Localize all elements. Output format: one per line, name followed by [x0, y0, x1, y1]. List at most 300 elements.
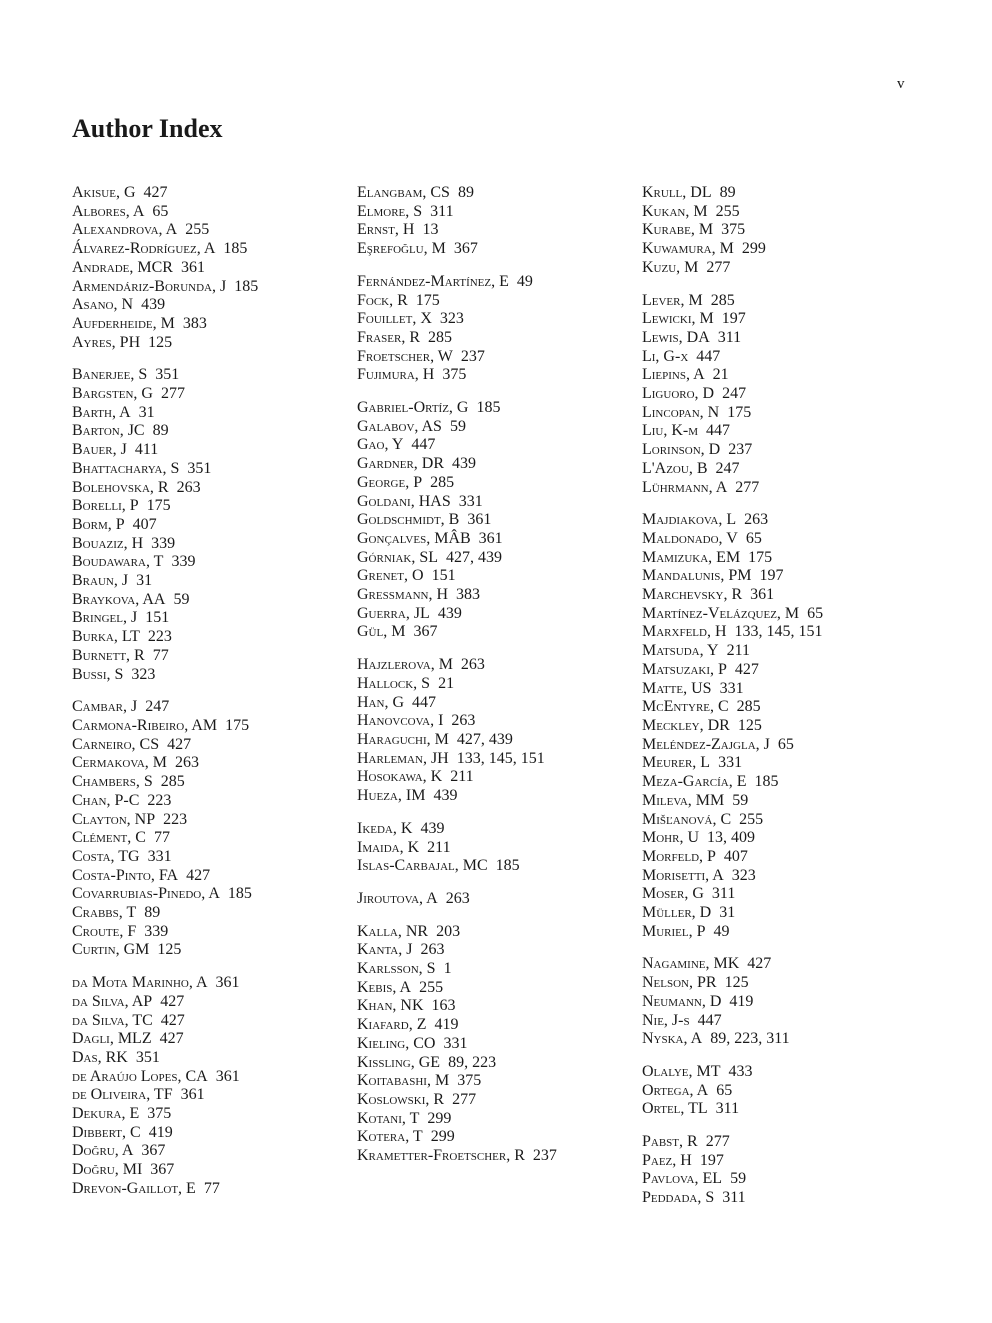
page-references: 89 — [719, 184, 736, 201]
index-entry — [642, 792, 912, 811]
author-name: Han, G — [357, 693, 404, 711]
index-entry — [357, 787, 627, 806]
page-references: 285 — [428, 328, 453, 346]
author-name: Hosokawa, K — [357, 768, 443, 786]
index-entry — [72, 366, 342, 385]
letter-group — [642, 292, 912, 498]
page-references: 223 — [147, 628, 172, 646]
author-name: Guerra, JL — [357, 604, 430, 622]
page-title: Author Index — [72, 114, 223, 143]
author-name: Ortel, TL — [642, 1100, 708, 1118]
author-name: Álvarez-Rodríguez, A — [72, 240, 216, 258]
author-name: Kurabe, M — [642, 221, 714, 239]
letter-group — [72, 366, 342, 684]
page-references: 285 — [736, 698, 761, 716]
index-entry — [72, 974, 342, 993]
author-name: Doğru, A — [72, 1142, 134, 1160]
page-references: 439 — [452, 455, 477, 473]
index-entry — [357, 1072, 627, 1091]
author-name: Chambers, S — [72, 773, 153, 791]
author-name: Banerjee, S — [72, 366, 148, 384]
author-name: Liguoro, D — [642, 385, 715, 403]
author-name: Kiafard, Z — [357, 1016, 427, 1034]
author-name: Bolehovska, R — [72, 478, 169, 496]
page-references: 351 — [155, 366, 180, 384]
index-entry — [642, 203, 912, 222]
author-name: Liepins, A — [642, 366, 705, 384]
index-entry — [72, 1049, 342, 1068]
page-references: 427 — [167, 735, 192, 753]
letter-group — [357, 923, 627, 1166]
page-references: 375 — [147, 1105, 172, 1123]
index-entry — [357, 979, 627, 998]
index-entry — [72, 221, 342, 240]
index-entry — [642, 754, 912, 773]
page-references: 323 — [131, 665, 156, 683]
author-name: Olalye, MT — [642, 1062, 721, 1080]
index-entry — [357, 418, 627, 437]
author-name: Braun, J — [72, 572, 129, 590]
author-name: George, P — [357, 473, 423, 491]
index-entry — [642, 605, 912, 624]
page-references: 439 — [433, 787, 458, 805]
author-name: Lewicki, M — [642, 310, 714, 328]
author-name: Harleman, JH — [357, 749, 449, 767]
page-references: 13, 409 — [707, 829, 756, 847]
index-entry — [72, 609, 342, 628]
index-entry — [357, 712, 627, 731]
page-references: 299 — [430, 1128, 455, 1146]
index-entry — [357, 455, 627, 474]
page-references: 367 — [150, 1161, 175, 1179]
index-entry — [72, 572, 342, 591]
index-entry — [642, 955, 912, 974]
page-references: 447 — [411, 436, 436, 454]
author-name: Mileva, MM — [642, 791, 725, 809]
index-entry — [357, 1016, 627, 1035]
page-references: 247 — [145, 698, 170, 716]
index-entry — [72, 1030, 342, 1049]
author-name: Dagli, MLZ — [72, 1030, 152, 1048]
index-entry — [72, 203, 342, 222]
index-entry — [72, 1012, 342, 1031]
index-entry — [72, 1180, 342, 1199]
author-name: Clément, C — [72, 829, 146, 847]
author-name: Costa-Pinto, FA — [72, 866, 179, 884]
index-entry — [72, 591, 342, 610]
page-references: 237 — [460, 347, 485, 365]
author-name: Imaida, K — [357, 838, 420, 856]
index-entry — [72, 829, 342, 848]
index-entry — [72, 1161, 342, 1180]
index-entry — [72, 441, 342, 460]
index-entry — [72, 867, 342, 886]
page-references: 89 — [457, 184, 474, 201]
page-references: 367 — [453, 240, 478, 258]
page-references: 311 — [711, 885, 736, 903]
index-entry — [642, 1170, 912, 1189]
page-references: 361 — [467, 511, 492, 529]
index-entry — [642, 1100, 912, 1119]
author-name: Hajzlerova, M — [357, 656, 453, 674]
author-name: Meurer, L — [642, 754, 711, 772]
letter-group — [357, 399, 627, 642]
page-references: 65 — [745, 529, 762, 547]
index-column-3 — [642, 184, 912, 1222]
author-name: Lewis, DA — [642, 328, 710, 346]
letter-group — [357, 184, 627, 259]
author-name: Górniak, SL — [357, 548, 439, 566]
page-references: 247 — [722, 385, 747, 403]
page-references: 1 — [443, 960, 452, 978]
page-references: 65 — [777, 735, 794, 753]
page-references: 21 — [712, 366, 729, 384]
index-entry — [357, 436, 627, 455]
author-name: Fernández-Martínez, E — [357, 272, 509, 290]
author-name: Grenet, O — [357, 567, 424, 585]
author-name: Froetscher, W — [357, 347, 453, 365]
index-entry — [642, 848, 912, 867]
page-references: 263 — [460, 656, 485, 674]
index-entry — [357, 750, 627, 769]
index-entry — [357, 184, 627, 203]
page-references: 361 — [750, 586, 775, 604]
author-name: Chan, P-C — [72, 791, 140, 809]
author-name: Jiroutova, A — [357, 889, 438, 907]
page-references: 375 — [442, 366, 467, 384]
index-entry — [357, 273, 627, 292]
page-references: 439 — [437, 604, 462, 622]
page-references: 175 — [727, 403, 752, 421]
page-references: 427, 439 — [456, 730, 513, 748]
page-references: 125 — [157, 941, 182, 959]
author-name: Pavlova, EL — [642, 1170, 723, 1188]
index-entry — [72, 334, 342, 353]
index-entry — [72, 184, 342, 203]
index-entry — [357, 203, 627, 222]
index-entry — [642, 441, 912, 460]
author-name: Crabbs, T — [72, 904, 137, 922]
page-references: 237 — [532, 1147, 557, 1165]
index-entry — [72, 1142, 342, 1161]
author-name: Gao, Y — [357, 436, 404, 454]
page-references: 331 — [719, 679, 744, 697]
author-name: Kanta, J — [357, 941, 413, 959]
page-references: 375 — [457, 1072, 482, 1090]
page-references: 151 — [145, 609, 170, 627]
author-name: Ayres, PH — [72, 333, 141, 351]
index-entry — [642, 993, 912, 1012]
author-name: Gül, M — [357, 623, 406, 641]
letter-group — [72, 184, 342, 352]
index-entry — [357, 623, 627, 642]
letter-group — [72, 698, 342, 960]
page-references: 439 — [420, 819, 445, 837]
page-references: 411 — [134, 441, 159, 459]
page-references: 351 — [135, 1048, 160, 1066]
index-entry — [642, 292, 912, 311]
index-entry — [72, 1124, 342, 1143]
index-entry — [357, 366, 627, 385]
index-column-2 — [357, 184, 627, 1180]
page-references: 439 — [141, 296, 166, 314]
page-references: 361 — [478, 529, 503, 547]
author-name: Croute, F — [72, 922, 137, 940]
author-name: Kukan, M — [642, 202, 708, 220]
author-name: Eşrefoğlu, M — [357, 240, 446, 258]
page-references: 163 — [431, 997, 456, 1015]
author-name: Ikeda, K — [357, 819, 413, 837]
author-name: Lorinson, D — [642, 441, 721, 459]
author-name: Barton, JC — [72, 422, 145, 440]
author-name: Fouillet, X — [357, 310, 432, 328]
author-name: Burnett, R — [72, 646, 145, 664]
author-name: Bussi, S — [72, 665, 124, 683]
index-entry — [72, 773, 342, 792]
author-name: Barth, A — [72, 403, 131, 421]
author-name: Aufderheide, M — [72, 314, 175, 332]
index-entry — [72, 553, 342, 572]
index-entry — [357, 221, 627, 240]
page-references: 263 — [445, 889, 470, 907]
page-references: 311 — [430, 202, 454, 220]
index-entry — [72, 717, 342, 736]
index-entry — [357, 675, 627, 694]
author-name: Lincopan, N — [642, 403, 720, 421]
index-entry — [72, 885, 342, 904]
index-entry — [642, 974, 912, 993]
letter-group — [357, 656, 627, 806]
page-references: 361 — [180, 1086, 205, 1104]
page-references: 31 — [719, 904, 736, 922]
page-references: 175 — [146, 497, 171, 515]
page-references: 407 — [132, 515, 157, 533]
page-references: 237 — [728, 441, 753, 459]
author-name: Alexandrova, A — [72, 221, 178, 239]
index-entry — [642, 923, 912, 942]
index-entry — [642, 698, 912, 717]
page-references: 311 — [715, 1100, 740, 1118]
author-name: Cambar, J — [72, 698, 138, 716]
letter-group — [357, 890, 627, 909]
author-name: Mohr, U — [642, 829, 700, 847]
index-entry — [642, 567, 912, 586]
page-references: 339 — [171, 553, 196, 571]
author-name: Asano, N — [72, 296, 134, 314]
page-references: 331 — [443, 1034, 468, 1052]
page-references: 185 — [495, 857, 520, 875]
page-references: 77 — [152, 646, 169, 664]
author-name: Das, RK — [72, 1048, 128, 1066]
page-references: 277 — [452, 1090, 477, 1108]
page-references: 77 — [203, 1179, 220, 1197]
page-references: 361 — [215, 1067, 240, 1085]
page-references: 125 — [724, 974, 749, 992]
author-name: Gonçalves, MÂB — [357, 529, 471, 547]
letter-group — [357, 820, 627, 876]
index-entry — [72, 647, 342, 666]
index-entry — [72, 240, 342, 259]
page-references: 285 — [160, 773, 185, 791]
page-references: 361 — [215, 974, 240, 992]
page-references: 255 — [715, 202, 740, 220]
page-references: 419 — [434, 1016, 459, 1034]
author-name: Kotani, T — [357, 1109, 420, 1127]
author-name: Borm, P — [72, 515, 125, 533]
author-name: Krull, DL — [642, 184, 712, 201]
author-name: Bringel, J — [72, 609, 138, 627]
page-references: 59 — [449, 417, 466, 435]
page-references: 255 — [739, 810, 764, 828]
page-references: 263 — [176, 478, 201, 496]
page-references: 133, 145, 151 — [734, 623, 823, 641]
page-references: 331 — [147, 847, 172, 865]
index-entry — [357, 731, 627, 750]
author-name: Mišľanová, C — [642, 810, 732, 828]
index-entry — [642, 904, 912, 923]
index-entry — [357, 348, 627, 367]
author-name: Pabst, R — [642, 1133, 698, 1151]
index-entry — [357, 493, 627, 512]
page-references: 331 — [718, 754, 743, 772]
index-entry — [357, 694, 627, 713]
author-name: Matsuda, Y — [642, 642, 719, 660]
letter-group — [642, 184, 912, 278]
index-entry — [642, 184, 912, 203]
author-name: Armendáriz-Borunda, J — [72, 277, 227, 295]
index-entry — [357, 1091, 627, 1110]
index-entry — [642, 221, 912, 240]
author-name: de Araújo Lopes, CA — [72, 1067, 208, 1085]
page-references: 185 — [754, 773, 779, 791]
author-name: Marxfeld, H — [642, 623, 727, 641]
author-name: Krametter-Froetscher, R — [357, 1147, 525, 1165]
index-entry — [642, 736, 912, 755]
index-entry — [357, 890, 627, 909]
index-entry — [642, 1082, 912, 1101]
page-references: 185 — [223, 240, 248, 258]
author-name: Andrade, MCR — [72, 258, 173, 276]
author-name: Liu, K-m — [642, 422, 699, 440]
page-references: 263 — [175, 754, 200, 772]
index-entry — [357, 1054, 627, 1073]
page-references: 263 — [451, 712, 476, 730]
page-references: 175 — [415, 291, 440, 309]
index-entry — [357, 857, 627, 876]
author-name: Carmona-Ribeiro, AM — [72, 716, 218, 734]
page-references: 197 — [759, 567, 784, 585]
index-entry — [72, 516, 342, 535]
page-references: 175 — [225, 716, 250, 734]
index-entry — [72, 754, 342, 773]
author-name: Karlsson, S — [357, 960, 436, 978]
page-references: 427 — [734, 660, 759, 678]
page-references: 367 — [413, 623, 438, 641]
index-entry — [72, 497, 342, 516]
author-name: Fujimura, H — [357, 366, 435, 384]
index-entry — [642, 530, 912, 549]
author-name: Marchevsky, R — [642, 586, 743, 604]
author-name: de Oliveira, TF — [72, 1086, 173, 1104]
page-references: 223 — [163, 810, 188, 828]
index-entry — [357, 960, 627, 979]
page-references: 203 — [436, 922, 461, 940]
page-references: 427 — [160, 1011, 185, 1029]
page-references: 427 — [159, 1030, 184, 1048]
author-name: Martínez-Velázquez, M — [642, 604, 800, 622]
index-entry — [357, 1147, 627, 1166]
author-name: Nelson, PR — [642, 974, 717, 992]
index-entry — [642, 1030, 912, 1049]
index-entry — [357, 1128, 627, 1147]
author-name: Mamizuka, EM — [642, 548, 741, 566]
letter-group — [357, 273, 627, 385]
page-references: 89 — [152, 422, 169, 440]
author-name: Cermakova, M — [72, 754, 168, 772]
page-references: 427 — [160, 992, 185, 1010]
author-name: Moser, G — [642, 885, 704, 903]
author-name: da Mota Marinho, A — [72, 974, 208, 992]
page-references: 277 — [160, 385, 185, 403]
author-name: Lührmann, A — [642, 478, 728, 496]
page-references: 339 — [151, 534, 176, 552]
page-references: 433 — [728, 1062, 753, 1080]
index-entry — [357, 997, 627, 1016]
page-references: 185 — [234, 277, 259, 295]
index-entry — [357, 310, 627, 329]
author-name: Akisue, G — [72, 184, 136, 201]
page-references: 299 — [741, 240, 766, 258]
index-entry — [357, 474, 627, 493]
index-entry — [72, 460, 342, 479]
author-name: Hallock, S — [357, 674, 431, 692]
author-name: Boudawara, T — [72, 553, 164, 571]
author-name: Neumann, D — [642, 992, 722, 1010]
author-name: Matsuzaki, P — [642, 660, 727, 678]
index-entry — [72, 1105, 342, 1124]
index-entry — [357, 656, 627, 675]
author-name: Mandalunis, PM — [642, 567, 752, 585]
author-name: Borelli, P — [72, 497, 139, 515]
page-references: 59 — [732, 791, 749, 809]
author-name: Kissling, GE — [357, 1053, 441, 1071]
page-references: 185 — [227, 885, 252, 903]
author-name: Bhattacharya, S — [72, 459, 180, 477]
page-references: 447 — [706, 422, 731, 440]
page-references: 223 — [147, 791, 172, 809]
page-references: 77 — [153, 829, 170, 847]
index-entry — [642, 661, 912, 680]
author-name: Dekura, E — [72, 1105, 140, 1123]
page-references: 89, 223, 311 — [710, 1030, 790, 1048]
index-entry — [642, 680, 912, 699]
page-references: 383 — [456, 586, 481, 604]
index-entry — [72, 278, 342, 297]
index-entry — [642, 1189, 912, 1208]
author-name: Kieling, CO — [357, 1034, 436, 1052]
index-entry — [357, 399, 627, 418]
index-entry — [72, 479, 342, 498]
page-references: 133, 145, 151 — [456, 749, 545, 767]
author-name: Kuwamura, M — [642, 240, 734, 258]
page-references: 255 — [419, 978, 444, 996]
index-entry — [642, 717, 912, 736]
page-references: 31 — [136, 572, 153, 590]
index-entry — [72, 259, 342, 278]
author-name: da Silva, TC — [72, 1011, 153, 1029]
index-entry — [72, 385, 342, 404]
author-name: Dibbert, C — [72, 1123, 141, 1141]
